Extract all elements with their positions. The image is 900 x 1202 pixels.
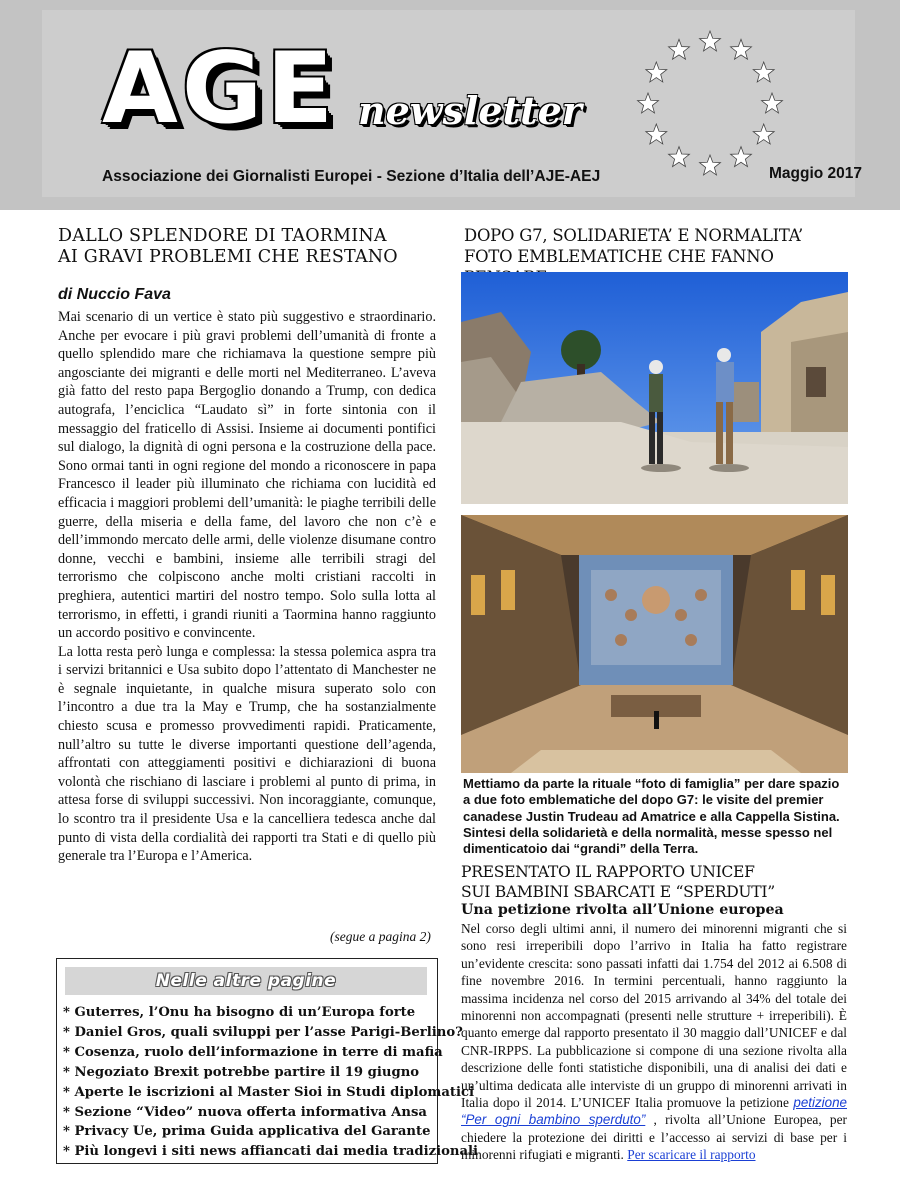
download-report-link[interactable]: Per scaricare il rapporto (627, 1147, 756, 1163)
petition-link[interactable]: petizione “Per ogni bambino sperduto” (461, 1095, 847, 1128)
star-icon (753, 124, 774, 144)
unicef-subhead: Una petizione rivolta all’Unione europea (461, 902, 784, 918)
list-item[interactable]: * Più longevi i siti news affiancati dai media tradizionali (63, 1144, 479, 1160)
lead-headline-line1: DALLO SPLENDORE DI TAORMINA (58, 226, 387, 246)
eu-stars-icon (634, 28, 786, 180)
star-icon (638, 93, 659, 113)
star-icon (646, 62, 667, 82)
list-item[interactable]: * Privacy Ue, prima Guida applicativa del Garante (63, 1124, 431, 1140)
photo-caption: Mettiamo da parte la rituale “foto di famiglia” per dare spazio a due foto emblematiche del dopo G7: le visite del premier canadese Justin Trudeau ad Amatrice e alla Cappella Sistina. Sintesi della solidarietà e della normalità, messe spesso nel dimenticatoio dai “grandi” della Terra. (463, 776, 840, 857)
lead-headline-line2: AI GRAVI PROBLEMI CHE RESTANO (58, 247, 398, 267)
unicef-body-end: , rivolta all’Unione Europea, per chiedere la protezione dei diritti e l’accesso ai servizi di base per i minorenni rifugiati e migranti. (461, 1112, 847, 1163)
issue-date: Maggio 2017 (769, 165, 863, 182)
lead-paragraph-1: Mai scenario di un vertice è stato più suggestivo e straordinario. Anche per evocare i più gravi problemi dell’umanità di fronte a quello splendido mare che richiamava la questione sempre più angosciante dei migranti e delle morti nel Mediterraneo. L’aveva già fatto del resto papa Bergoglio donando a Trump, con dedica autografa, l’enciclica “Laudato sì” in forte sintonia con il messaggio del fraticello di Assisi. Insieme ai documenti pontifici sul dialogo, la dignità di ogni persona e la costruzione della pace. Sono ormai tanti in ogni regione del mondo a riconoscere in papa Francesco il leader più illuminato che richiama con lucidità ed efficacia i maggiori problemi dell’umanità: le piaghe terribili delle guerre, della miseria e della fame, del lavoro che non c’è e dell’immondo mercato delle armi, delle violenze disumane contro donne, vecchi e bambini, insieme alle terribili stragi del terrorismo che colpiscono anche molti cristiani raccolti in preghiera, autentici martiri del nostro tempo. Solo sulla lotta al terrorismo, in effetti, i grandi riuniti a Taormina hanno raggiunto un accordo positivo e convincente. (58, 309, 436, 642)
unicef-headline[interactable] (461, 862, 851, 902)
unicef-article-body (461, 920, 847, 1164)
star-icon (753, 62, 774, 82)
sistine-chapel-image (461, 515, 848, 773)
star-icon (762, 93, 783, 113)
g7-headline-line1: DOPO G7, SOLIDARIETA’ E NORMALITA’ (464, 226, 804, 245)
continued-link[interactable]: (segue a pagina 2) (330, 929, 431, 944)
star-icon (669, 147, 690, 167)
other-pages-box (56, 958, 479, 1164)
lead-paragraph-2: La lotta resta però lunga e complessa: la stessa polemica aspra tra i servizi britannici e Usa subito dopo l’attentato di Manchester ne è segnale inquietante, in qualche misura superato solo con l’incontro a due tra la May e Trump, che ha sostanzialmente chiesto scusa e promesso provvedimenti rapidi. Praticamente, null’altro su tutte le diverse importanti questione dell’agenda, affrontati con atteggiamenti positivi e dichiarazioni di buona volontà che rischiano di lasciare i problemi al punto di prima, in attesa forse di sviluppi successivi. Non incoraggiante, comunque, lo scontro tra il presidente Usa e la cancelliera tedesca anche dal punto di vista della cordialità dei rapporti tra Stati e di quello più generale tra l’Europa e l’America. (58, 643, 436, 865)
logo-age: AGE (102, 32, 338, 146)
unicef-headline-line1: PRESENTATO IL RAPPORTO UNICEF (461, 863, 755, 881)
masthead (0, 0, 900, 210)
other-pages-banner (65, 967, 427, 995)
unicef-headline-line2: SUI BAMBINI SBARCATI E “SPERDUTI” (461, 883, 775, 901)
star-icon (731, 147, 752, 167)
list-item[interactable]: * Cosenza, ruolo dell’informazione in terre di mafia (63, 1044, 443, 1060)
lead-article-body (58, 308, 436, 866)
other-pages-title: Nelle altre pagine (155, 971, 337, 991)
star-icon (700, 31, 721, 51)
list-item[interactable]: * Daniel Gros, quali sviluppi per l’asse Parigi-Berlino? (63, 1024, 463, 1040)
sistine-chapel-photo (461, 515, 848, 773)
star-icon (669, 39, 690, 59)
list-item[interactable]: * Sezione “Video” nuova offerta informativa Ansa (63, 1104, 427, 1120)
list-item[interactable]: * Guterres, l’Onu ha bisogno di un’Europa forte (63, 1005, 416, 1020)
unicef-body-start: Nel corso degli ultimi anni, il numero dei minorenni migranti che si sono resi irreperibili dopo l’arrivo in Italia ha fatto registrare un’evidente crescita: sono passati infatti dai 1.754 del 2012 ai 6.508 di fine novembre 2016. In termini percentuali, hanno raggiunto la massima incidenza nel corso del 2015 arrivando al 34% del totale dei minorenni non accompagnati (presenti nelle strutture + irreperibili). È quanto emerge dal rapporto presentato il 30 maggio dall’UNICEF e dal CNR-IRPPS. La pubblicazione si compone di una sezione rivolta alla descrizione delle fonti statistiche disponibili, una di analisi dei dati e un’ultima dedicata alle interviste di un gruppo di minorenni arrivati in Italia dopo il 2014. L’UNICEF Italia promuove la petizione (461, 921, 847, 1111)
byline: di Nuccio Fava (58, 286, 171, 303)
masthead-subtitle: Associazione dei Giornalisti Europei - Sezione d’Italia dell’AJE-AEJ (102, 168, 601, 185)
star-icon (700, 155, 721, 175)
list-item[interactable]: * Negoziato Brexit potrebbe partire il 19 giugno (63, 1064, 420, 1080)
amatrice-image (461, 272, 848, 504)
g7-headline-line2: FOTO EMBLEMATICHE CHE FANNO (464, 247, 774, 266)
other-pages-list (63, 1003, 479, 1162)
logo-newsletter: newsletter (358, 88, 582, 133)
star-icon (731, 39, 752, 59)
star-icon (646, 124, 667, 144)
amatrice-photo (461, 272, 848, 504)
lead-article-headline[interactable] (58, 226, 438, 268)
list-item[interactable]: * Aperte le iscrizioni al Master Sioi in Studi diplomatici (63, 1084, 475, 1100)
